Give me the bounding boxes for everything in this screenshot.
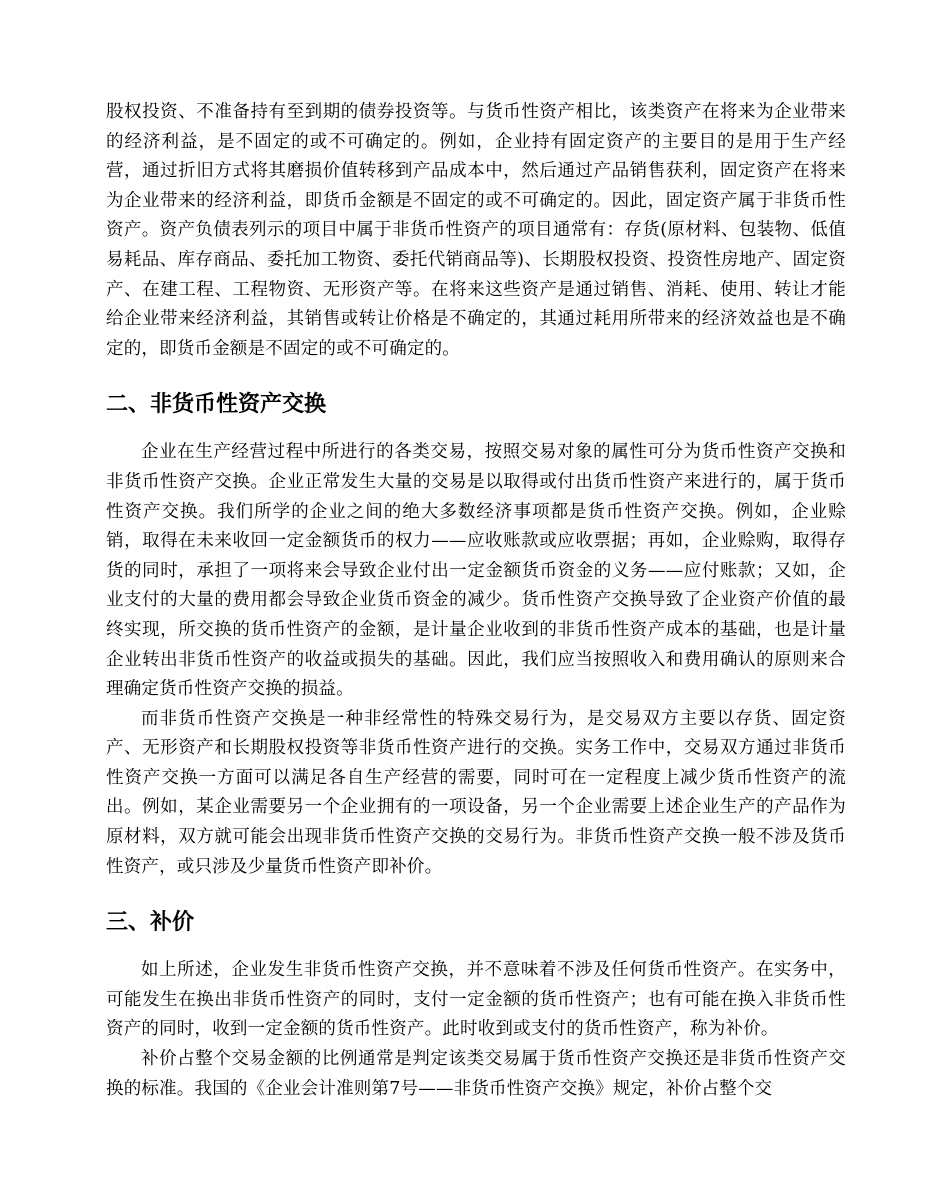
section2-paragraph-2: 而非货币性资产交换是一种非经常性的特殊交易行为，是交易双方主要以存货、固定资产、无形资产和长期股权投资等非货币性资产进行的交换。实务工作中，交易双方通过非货币性资产交换一方面可以满足各自生产经营的需要，同时可在一定程度上减少货币性资产的流出。例如，某企业需要另一个企业拥有的一项设备，另一个企业需要上述企业生产的产品作为原材料，双方就可能会出现非货币性资产交换的交易行为。非货币性资产交换一般不涉及货币性资产，或只涉及少量货币性资产即补价。	[106, 708, 846, 877]
section2-paragraph-1: 企业在生产经营过程中所进行的各类交易，按照交易对象的属性可分为货币性资产交换和非货币性资产交换。企业正常发生大量的交易是以取得或付出货币性资产来进行的，属于货币性资产交换。我们所学的企业之间的绝大多数经济事项都是货币性资产交换。例如，企业赊销，取得在未来收回一定金额货币的权力——应收账款或应收票据；再如，企业赊购，取得存货的同时，承担了一项将来会导致企业付出一定金额货币资金的义务——应付账款；又如，企业支付的大量的费用都会导致企业货币资金的减少。货币性资产交换导致了企业资产价值的最终实现，所交换的货币性资产的金额，是计量企业收到的非货币性资产成本的基础，也是计量企业转出非货币性资产的收益或损失的基础。因此，我们应当按照收入和费用确认的原则来合理确定货币性资产交换的损益。	[106, 442, 846, 700]
section3-paragraph-1: 如上所述，企业发生非货币性资产交换，并不意味着不涉及任何货币性资产。在实务中，可能发生在换出非货币性资产的同时，支付一定金额的货币性资产；也有可能在换入非货币性资产的同时，收到一定金额的货币性资产。此时收到或支付的货币性资产，称为补价。	[106, 960, 846, 1040]
section-heading-boot: 三、补价	[106, 910, 195, 936]
section3-paragraph-2: 补价占整个交易金额的比例通常是判定该类交易属于货币性资产交换还是非货币性资产交换的标准。我国的《企业会计准则第7号——非货币性资产交换》规定，补价占整个交	[106, 1049, 846, 1099]
section-heading-non-monetary-exchange: 二、非货币性资产交换	[106, 392, 327, 418]
document-body	[106, 98, 846, 1104]
intro-paragraph: 股权投资、不准备持有至到期的债券投资等。与货币性资产相比，该类资产在将来为企业带来的经济利益，是不固定的或不可确定的。例如，企业持有固定资产的主要目的是用于生产经营，通过折旧方式将其磨损价值转移到产品成本中，然后通过产品销售获利，固定资产在将来为企业带来的经济利益，即货币金额是不固定的或不可确定的。因此，固定资产属于非货币性资产。资产负债表列示的项目中属于非货币性资产的项目通常有：存货(原材料、包装物、低值易耗品、库存商品、委托加工物资、委托代销商品等)、长期股权投资、投资性房地产、固定资产、在建工程、工程物资、无形资产等。在将来这些资产是通过销售、消耗、使用、转让才能给企业带来经济利益，其销售或转让价格是不确定的，其通过耗用所带来的经济效益也是不确定的，即货币金额是不固定的或不可确定的。	[106, 102, 846, 359]
